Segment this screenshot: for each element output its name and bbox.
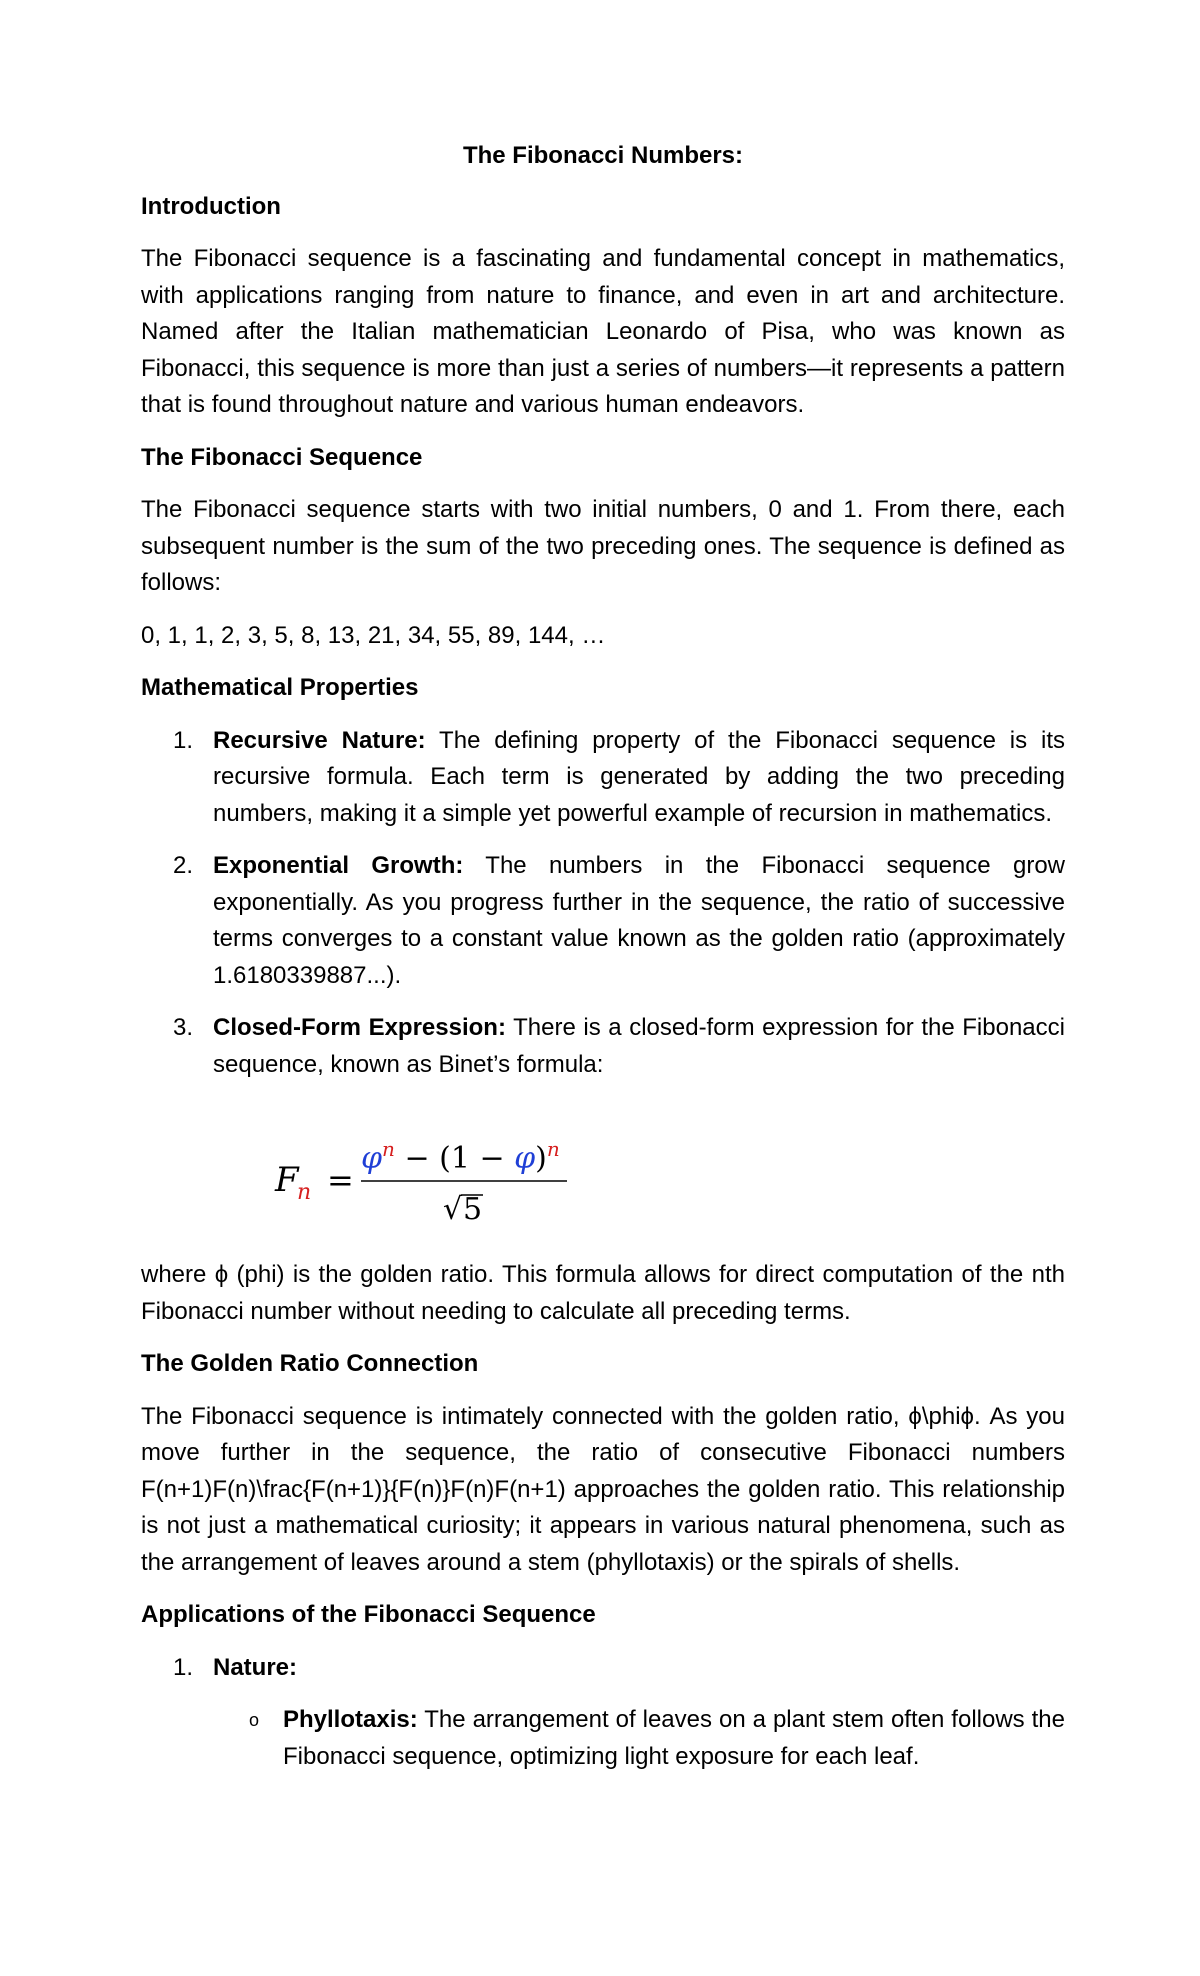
properties-list — [141, 723, 1065, 1084]
bullet-marker: o — [249, 1710, 260, 1730]
property-text: The defining property of the Fibonacci sequence is its recursive formula. Each term is generated by adding the two preceding numbers, making it a simple yet powerful example of recursion in mathematics. — [213, 726, 1065, 827]
golden-heading: The Golden Ratio Connection — [141, 1350, 479, 1377]
application-item-nature — [141, 1650, 1065, 1687]
sequence-paragraph: The Fibonacci sequence starts with two initial numbers, 0 and 1. From there, each subsequent number is the sum of the two preceding ones. The sequence is defined as follows: — [141, 496, 1065, 596]
formula-exp-2: n — [546, 1137, 560, 1161]
property-item-exponential — [141, 848, 1065, 994]
list-marker: 3. — [173, 1014, 194, 1041]
application-term: Nature: — [213, 1653, 298, 1681]
sub-item-term: Phyllotaxis: — [283, 1706, 418, 1733]
formula-denominator: 5 — [463, 1192, 483, 1227]
list-marker: 1. — [173, 726, 194, 754]
document-page — [141, 138, 1065, 1791]
list-marker: 2. — [173, 852, 194, 879]
property-item-recursive — [141, 723, 1065, 833]
formula-numerator — [361, 1137, 560, 1176]
property-text: The numbers in the Fibonacci sequence grow exponentially. As you progress further in the sequence, the ratio of successive terms converges to a constant value known as the golden ratio (approximately 1.6180339887...). — [213, 852, 1065, 989]
properties-heading: Mathematical Properties — [141, 674, 419, 701]
document-title: The Fibonacci Numbers: — [462, 142, 744, 169]
property-term: Recursive Nature: — [213, 726, 426, 754]
list-marker: 1. — [173, 1653, 194, 1681]
intro-paragraph: The Fibonacci sequence is a fascinating and fundamental concept in mathematics, with applications ranging from nature to finance, and even in art and architecture. Named after the Italian mathematician Leonardo of Pisa, who was known as Fibonacci, this sequence is more than just a series of numbers—it represents a pattern that is found throughout nature and various human endeavors. — [141, 245, 1065, 418]
sub-item-text: The arrangement of leaves on a plant stem often follows the Fibonacci sequence, optimizing light exposure for each leaf. — [283, 1706, 1065, 1770]
property-term: Exponential Growth: — [213, 852, 464, 879]
property-item-closed-form — [141, 1010, 1065, 1083]
formula-minus: − (1 − — [394, 1141, 515, 1176]
applications-heading: Applications of the Fibonacci Sequence — [141, 1601, 596, 1628]
golden-paragraph: The Fibonacci sequence is intimately connected with the golden ratio, ϕ\phiϕ. As you move further in the sequence, the ratio of consecutive Fibonacci numbers F(n+1)F(n)\frac{F(n+1)}{F(n)}F(n)F(n+1) approaches the golden ratio. This relationship is not just a mathematical curiosity; it appears in various natural phenomena, such as the arrangement of leaves around a stem (phyllotaxis) or the spirals of shells. — [141, 1402, 1065, 1576]
formula-sqrt-sign: √ — [443, 1192, 463, 1227]
formula-lhs-var: F — [275, 1160, 299, 1200]
applications-list — [141, 1650, 1065, 1776]
property-term: Closed-Form Expression: — [213, 1014, 506, 1041]
after-formula-paragraph: where ϕ (phi) is the golden ratio. This formula allows for direct computation of the nth Fibonacci number without needing to calculate all preceding terms. — [141, 1261, 1065, 1325]
sequence-heading: The Fibonacci Sequence — [141, 443, 423, 471]
formula-lhs-sub: n — [297, 1180, 312, 1205]
sub-item-phyllotaxis — [141, 1702, 1065, 1775]
binet-formula — [141, 1099, 1065, 1239]
formula-phi-2: φ — [514, 1141, 536, 1176]
formula-exp: n — [382, 1137, 395, 1161]
intro-heading: Introduction — [141, 192, 281, 220]
binet-formula-svg — [141, 1099, 1065, 1239]
formula-equals: = — [327, 1161, 354, 1199]
formula-close-paren: ) — [535, 1141, 547, 1176]
sequence-numbers: 0, 1, 1, 2, 3, 5, 8, 13, 21, 34, 55, 89, 144, … — [141, 621, 606, 649]
property-text: There is a closed-form expression for the Fibonacci sequence, known as Binet’s formula: — [213, 1014, 1065, 1078]
formula-phi: φ — [361, 1141, 383, 1176]
